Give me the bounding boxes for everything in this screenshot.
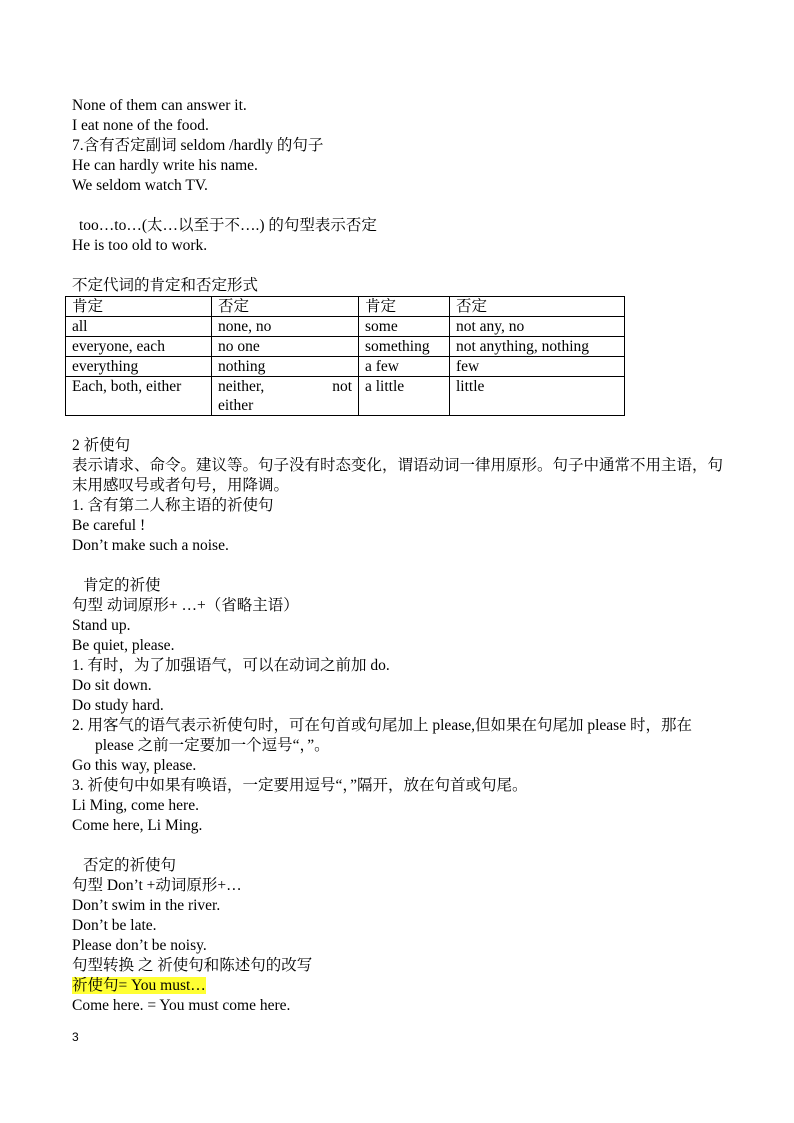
section-description: 表示请求、命令。建议等。句子没有时态变化，谓语动词一律用原形。句子中通常不用主语，句末用感叹号或者句号，用降调。: [72, 457, 724, 494]
table-cell: nothing: [212, 357, 359, 377]
table-cell: [212, 377, 359, 416]
text-line: Come here. = You must come here.: [72, 997, 291, 1014]
text-line: 2. 用客气的语气表示祈使句时，可在句首或句尾加上 please,但如果在句尾加 please 时，那在 please 之前一定要加一个逗号“，”。: [72, 717, 692, 754]
text-line: 1. 有时，为了加强语气，可以在动词之前加 do.: [72, 657, 390, 674]
table-header-cell: 否定: [450, 297, 625, 317]
table-cell: little: [450, 377, 625, 416]
table-cell: none, no: [212, 317, 359, 337]
table-cell: Each, both, either: [66, 377, 212, 416]
table-cell: everything: [66, 357, 212, 377]
page-number: 3: [72, 1030, 79, 1044]
text-line: We seldom watch TV.: [72, 177, 208, 194]
pronoun-table: [65, 296, 625, 416]
text-line: 句型转换 之 祈使句和陈述句的改写: [72, 957, 313, 974]
subheading: 否定的祈使句: [83, 857, 177, 874]
text-line: Be careful !: [72, 517, 146, 534]
text-line: I eat none of the food.: [72, 117, 209, 134]
table-header-row: [66, 297, 625, 317]
text-line: Please don’t be noisy.: [72, 937, 207, 954]
text-line: He is too old to work.: [72, 237, 208, 254]
table-cell: some: [359, 317, 450, 337]
too-heading: too…to…(太…以至于不….) 的句型表示否定: [79, 217, 377, 234]
table-cell: everyone, each: [66, 337, 212, 357]
text-line: 7.含有否定副词 seldom /hardly 的句子: [72, 137, 324, 154]
table-row: [66, 337, 625, 357]
table-header-cell: 肯定: [66, 297, 212, 317]
text-line: Do sit down.: [72, 677, 152, 694]
cell-word: neither,: [218, 378, 265, 395]
table-cell: a few: [359, 357, 450, 377]
table-cell: something: [359, 337, 450, 357]
table-title: 不定代词的肯定和否定形式: [72, 277, 259, 294]
table-cell: all: [66, 317, 212, 337]
text-line: He can hardly write his name.: [72, 157, 258, 174]
table-cell: not anything, nothing: [450, 337, 625, 357]
text-line: Do study hard.: [72, 697, 164, 714]
table-header-cell: 肯定: [359, 297, 450, 317]
text-line: Go this way, please.: [72, 757, 197, 774]
table-cell: a little: [359, 377, 450, 416]
cell-word: either: [218, 397, 254, 414]
text-line: Don’t be late.: [72, 917, 157, 934]
table-cell: not any, no: [450, 317, 625, 337]
table-row: [66, 377, 625, 416]
text-line: Don’t make such a noise.: [72, 537, 229, 554]
table-row: [66, 317, 625, 337]
table-cell: no one: [212, 337, 359, 357]
text-line: Don’t swim in the river.: [72, 897, 221, 914]
cell-word: not: [332, 378, 352, 395]
table-row: [66, 357, 625, 377]
text-line: Be quiet, please.: [72, 637, 175, 654]
text-line: Li Ming, come here.: [72, 797, 199, 814]
text-line: 句型 Don’t +动词原形+…: [72, 877, 242, 894]
text-line: None of them can answer it.: [72, 97, 247, 114]
table-header-cell: 否定: [212, 297, 359, 317]
section-title: 2 祈使句: [72, 437, 131, 454]
text-line: Come here, Li Ming.: [72, 817, 203, 834]
text-line: 句型 动词原形+ …+（省略主语）: [72, 597, 299, 614]
table-cell: few: [450, 357, 625, 377]
text-line: 1. 含有第二人称主语的祈使句: [72, 497, 274, 514]
subheading: 肯定的祈使: [83, 577, 161, 594]
text-line: 3. 祈使句中如果有唤语，一定要用逗号“，”隔开，放在句首或句尾。: [72, 777, 528, 794]
document-page: [72, 96, 732, 1016]
highlighted-text: 祈使句= You must…: [72, 977, 206, 994]
text-line: Stand up.: [72, 617, 131, 634]
